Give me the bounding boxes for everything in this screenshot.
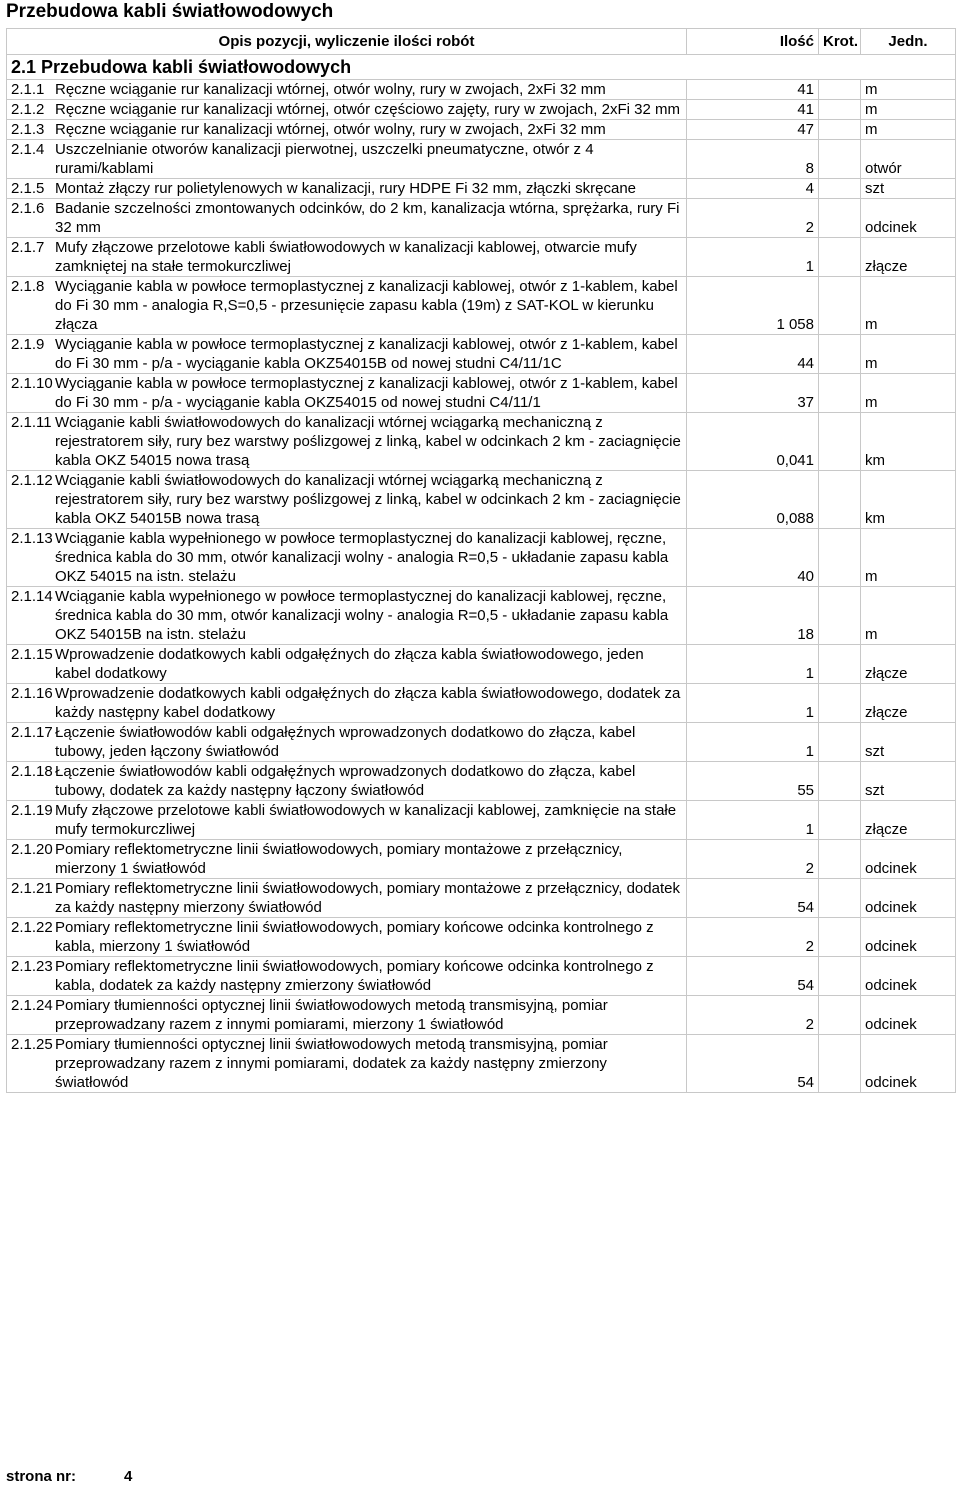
item-unit: złącze bbox=[861, 801, 956, 840]
table-row bbox=[7, 1035, 956, 1093]
item-unit: m bbox=[861, 277, 956, 335]
table-row bbox=[7, 140, 956, 179]
item-quantity: 2 bbox=[687, 199, 819, 238]
item-krot-spacer bbox=[819, 587, 861, 645]
item-description: Pomiary reflektometryczne linii światłowodowych, pomiary montażowe z przełącznicy, dodatek za każdy następny mierzony światłowód bbox=[55, 880, 680, 916]
item-quantity: 1 058 bbox=[687, 277, 819, 335]
item-unit: m bbox=[861, 529, 956, 587]
item-krot-spacer bbox=[819, 199, 861, 238]
item-cell bbox=[7, 684, 687, 723]
table-row bbox=[7, 199, 956, 238]
section-title: 2.1 Przebudowa kabli światłowodowych bbox=[7, 55, 956, 80]
item-number: 2.1.4 bbox=[11, 141, 45, 158]
table-row bbox=[7, 120, 956, 140]
item-number: 2.1.22 bbox=[11, 919, 53, 936]
item-number: 2.1.8 bbox=[11, 278, 45, 295]
item-cell bbox=[7, 918, 687, 957]
table-row bbox=[7, 879, 956, 918]
item-description: Wciąganie kabli światłowodowych do kanalizacji wtórnej wciągarką mechaniczną z rejestratorem siły, rury bez warstwy poślizgowej z linką, kabel w odcinkach 2 km - zaciagnięcie kabla OKZ 54015 nowa trasą bbox=[55, 414, 681, 469]
item-description: Pomiary tłumienności optycznej linii światłowodowych metodą transmisyjną, pomiar przeprowadzany razem z innymi pomiarami, mierzony 1 światłowód bbox=[55, 997, 608, 1033]
item-description: Uszczelnianie otworów kanalizacji pierwotnej, uszczelki pneumatyczne, otwór z 4 rurami/kablami bbox=[55, 141, 594, 177]
item-cell bbox=[7, 762, 687, 801]
item-number: 2.1.15 bbox=[11, 646, 53, 663]
item-description: Mufy złączowe przelotowe kabli światłowodowych w kanalizacji kablowej, otwarcie mufy zamkniętej na stałe termokurczliwej bbox=[55, 239, 637, 275]
item-quantity: 41 bbox=[687, 100, 819, 120]
item-quantity: 8 bbox=[687, 140, 819, 179]
item-unit: odcinek bbox=[861, 879, 956, 918]
item-krot-spacer bbox=[819, 100, 861, 120]
item-quantity: 1 bbox=[687, 238, 819, 277]
item-unit: otwór bbox=[861, 140, 956, 179]
table-row bbox=[7, 100, 956, 120]
item-krot-spacer bbox=[819, 335, 861, 374]
item-krot-spacer bbox=[819, 801, 861, 840]
item-quantity: 47 bbox=[687, 120, 819, 140]
item-krot-spacer bbox=[819, 277, 861, 335]
item-cell bbox=[7, 374, 687, 413]
table-row bbox=[7, 277, 956, 335]
item-number: 2.1.23 bbox=[11, 958, 53, 975]
item-krot-spacer bbox=[819, 1035, 861, 1093]
table-row bbox=[7, 80, 956, 100]
item-number: 2.1.3 bbox=[11, 121, 45, 138]
item-cell bbox=[7, 179, 687, 199]
item-cell bbox=[7, 587, 687, 645]
section-row bbox=[7, 55, 956, 80]
item-quantity: 54 bbox=[687, 879, 819, 918]
item-description: Łączenie światłowodów kabli odgałęźnych wprowadzonych dodatkowo do złącza, kabel tubowy, jeden łączony światłowód bbox=[55, 724, 636, 760]
item-cell bbox=[7, 996, 687, 1035]
item-description: Pomiary reflektometryczne linii światłowodowych, pomiary końcowe odcinka kontrolnego z kabla, dodatek za każdy następny zmierzony światłowód bbox=[55, 958, 654, 994]
item-unit: m bbox=[861, 335, 956, 374]
table-row bbox=[7, 840, 956, 879]
table-row bbox=[7, 179, 956, 199]
item-description: Pomiary reflektometryczne linii światłowodowych, pomiary końcowe odcinka kontrolnego z kabla, mierzony 1 światłowód bbox=[55, 919, 654, 955]
item-quantity: 37 bbox=[687, 374, 819, 413]
item-quantity: 0,041 bbox=[687, 413, 819, 471]
item-quantity: 18 bbox=[687, 587, 819, 645]
table-row bbox=[7, 471, 956, 529]
item-number: 2.1.5 bbox=[11, 180, 45, 197]
item-quantity: 1 bbox=[687, 723, 819, 762]
item-cell bbox=[7, 801, 687, 840]
item-number: 2.1.21 bbox=[11, 880, 53, 897]
item-quantity: 44 bbox=[687, 335, 819, 374]
item-cell bbox=[7, 840, 687, 879]
item-quantity: 4 bbox=[687, 179, 819, 199]
cost-estimate-table bbox=[6, 28, 956, 1093]
item-description: Montaż złączy rur polietylenowych w kanalizacji, rury HDPE Fi 32 mm, złączki skręcane bbox=[55, 180, 637, 197]
item-cell bbox=[7, 1035, 687, 1093]
item-krot-spacer bbox=[819, 238, 861, 277]
item-krot-spacer bbox=[819, 996, 861, 1035]
table-row bbox=[7, 684, 956, 723]
column-header-unit: Jedn. bbox=[861, 29, 956, 55]
page-footer bbox=[6, 1468, 132, 1485]
item-unit: szt bbox=[861, 762, 956, 801]
item-number: 2.1.18 bbox=[11, 763, 53, 780]
table-row bbox=[7, 957, 956, 996]
item-quantity: 40 bbox=[687, 529, 819, 587]
item-cell bbox=[7, 120, 687, 140]
item-unit: m bbox=[861, 587, 956, 645]
item-krot-spacer bbox=[819, 918, 861, 957]
item-description: Ręczne wciąganie rur kanalizacji wtórnej, otwór wolny, rury w zwojach, 2xFi 32 mm bbox=[55, 81, 606, 98]
item-cell bbox=[7, 140, 687, 179]
table-row bbox=[7, 529, 956, 587]
item-description: Wyciąganie kabla w powłoce termoplastycznej z kanalizacji kablowej, otwór z 1-kablem, kabel do Fi 30 mm - p/a - wyciąganie kabla OKZ54015B od nowej studni C4/11/1C bbox=[55, 336, 678, 372]
item-cell bbox=[7, 879, 687, 918]
item-cell bbox=[7, 645, 687, 684]
item-quantity: 1 bbox=[687, 645, 819, 684]
item-description: Pomiary reflektometryczne linii światłowodowych, pomiary montażowe z przełącznicy, mierzony 1 światłowód bbox=[55, 841, 623, 877]
item-quantity: 2 bbox=[687, 840, 819, 879]
item-unit: złącze bbox=[861, 684, 956, 723]
document-title: Przebudowa kabli światłowodowych bbox=[6, 1, 334, 22]
item-description: Ręczne wciąganie rur kanalizacji wtórnej, otwór wolny, rury w zwojach, 2xFi 32 mm bbox=[55, 121, 606, 138]
item-cell bbox=[7, 335, 687, 374]
item-unit: odcinek bbox=[861, 1035, 956, 1093]
item-number: 2.1.11 bbox=[11, 414, 52, 431]
item-description: Łączenie światłowodów kabli odgałęźnych wprowadzonych dodatkowo do złącza, kabel tubowy, dodatek za każdy następny łączony światłowód bbox=[55, 763, 636, 799]
item-unit: złącze bbox=[861, 645, 956, 684]
table-row bbox=[7, 413, 956, 471]
item-unit: odcinek bbox=[861, 957, 956, 996]
item-quantity: 2 bbox=[687, 918, 819, 957]
item-description: Pomiary tłumienności optycznej linii światłowodowych metodą transmisyjną, pomiar przeprowadzany razem z innymi pomiarami, dodatek za każdy następny zmierzony światłowód bbox=[55, 1036, 608, 1091]
item-unit: odcinek bbox=[861, 840, 956, 879]
item-quantity: 54 bbox=[687, 957, 819, 996]
item-description: Wyciąganie kabla w powłoce termoplastycznej z kanalizacji kablowej, otwór z 1-kablem, kabel do Fi 30 mm - p/a - wyciąganie kabla OKZ54015 od nowej studni C4/11/1 bbox=[55, 375, 678, 411]
item-cell bbox=[7, 471, 687, 529]
item-description: Wciąganie kabla wypełnionego w powłoce termoplastycznej do kanalizacji kablowej, ręczne, średnica kabla do 30 mm, otwór kanalizacji wolny - analogia R=0,5 - układanie zapasu kabla OKZ 54015B na istn. stelażu bbox=[55, 588, 669, 643]
item-quantity: 54 bbox=[687, 1035, 819, 1093]
item-quantity: 55 bbox=[687, 762, 819, 801]
item-description: Wyciąganie kabla w powłoce termoplastycznej z kanalizacji kablowej, otwór z 1-kablem, kabel do Fi 30 mm - analogia R,S=0,5 - przesunięcie zapasu kabla (19m) z SAT-KOL w kierunku złącza bbox=[55, 278, 678, 333]
item-quantity: 41 bbox=[687, 80, 819, 100]
column-header-krot: Krot. bbox=[819, 29, 861, 55]
item-krot-spacer bbox=[819, 413, 861, 471]
column-header-description: Opis pozycji, wyliczenie ilości robót bbox=[7, 29, 687, 55]
table-row bbox=[7, 335, 956, 374]
item-number: 2.1.6 bbox=[11, 200, 45, 217]
item-description: Wprowadzenie dodatkowych kabli odgałęźnych do złącza kabla światłowodowego, dodatek za każdy następny kabel dodatkowy bbox=[55, 685, 681, 721]
item-unit: m bbox=[861, 100, 956, 120]
item-unit: złącze bbox=[861, 238, 956, 277]
item-number: 2.1.14 bbox=[11, 588, 53, 605]
item-krot-spacer bbox=[819, 140, 861, 179]
item-number: 2.1.2 bbox=[11, 101, 45, 118]
column-header-quantity: Ilość bbox=[687, 29, 819, 55]
page-number-label: strona nr: bbox=[6, 1468, 77, 1485]
item-description: Wprowadzenie dodatkowych kabli odgałęźnych do złącza kabla światłowodowego, jeden kabel dodatkowy bbox=[55, 646, 644, 682]
item-unit: odcinek bbox=[861, 996, 956, 1035]
item-number: 2.1.1 bbox=[11, 81, 45, 98]
item-quantity: 1 bbox=[687, 801, 819, 840]
item-cell bbox=[7, 199, 687, 238]
item-krot-spacer bbox=[819, 471, 861, 529]
item-quantity: 2 bbox=[687, 996, 819, 1035]
item-unit: szt bbox=[861, 723, 956, 762]
item-unit: m bbox=[861, 80, 956, 100]
item-cell bbox=[7, 529, 687, 587]
item-krot-spacer bbox=[819, 179, 861, 199]
item-krot-spacer bbox=[819, 840, 861, 879]
item-krot-spacer bbox=[819, 529, 861, 587]
item-cell bbox=[7, 957, 687, 996]
item-krot-spacer bbox=[819, 762, 861, 801]
item-krot-spacer bbox=[819, 879, 861, 918]
item-number: 2.1.20 bbox=[11, 841, 53, 858]
item-number: 2.1.17 bbox=[11, 724, 53, 741]
item-unit: odcinek bbox=[861, 918, 956, 957]
item-krot-spacer bbox=[819, 120, 861, 140]
table-row bbox=[7, 762, 956, 801]
table-row bbox=[7, 238, 956, 277]
item-number: 2.1.7 bbox=[11, 239, 45, 256]
item-quantity: 0,088 bbox=[687, 471, 819, 529]
item-krot-spacer bbox=[819, 684, 861, 723]
item-number: 2.1.10 bbox=[11, 375, 53, 392]
item-description: Badanie szczelności zmontowanych odcinków, do 2 km, kanalizacja wtórna, sprężarka, rury Fi 32 mm bbox=[55, 200, 680, 236]
item-number: 2.1.16 bbox=[11, 685, 53, 702]
item-description: Ręczne wciąganie rur kanalizacji wtórnej, otwór częściowo zajęty, rury w zwojach, 2xFi 32 mm bbox=[55, 101, 680, 118]
item-number: 2.1.13 bbox=[11, 530, 53, 547]
item-cell bbox=[7, 723, 687, 762]
item-unit: szt bbox=[861, 179, 956, 199]
item-cell bbox=[7, 100, 687, 120]
item-number: 2.1.12 bbox=[11, 472, 53, 489]
item-cell bbox=[7, 80, 687, 100]
table-row bbox=[7, 996, 956, 1035]
table-row bbox=[7, 918, 956, 957]
table-row bbox=[7, 723, 956, 762]
item-krot-spacer bbox=[819, 723, 861, 762]
item-cell bbox=[7, 413, 687, 471]
table-header-row bbox=[7, 29, 956, 55]
item-number: 2.1.24 bbox=[11, 997, 53, 1014]
item-description: Wciąganie kabli światłowodowych do kanalizacji wtórnej wciągarką mechaniczną z rejestratorem siły, rury bez warstwy poślizgowej z linką, kabel w odcinkach 2 km - zaciagnięcie kabla OKZ 54015B nowa trasą bbox=[55, 472, 681, 527]
item-unit: km bbox=[861, 471, 956, 529]
item-unit: odcinek bbox=[861, 199, 956, 238]
item-krot-spacer bbox=[819, 957, 861, 996]
table-row bbox=[7, 587, 956, 645]
page-number: 4 bbox=[124, 1468, 133, 1485]
item-number: 2.1.25 bbox=[11, 1036, 53, 1053]
item-unit: m bbox=[861, 120, 956, 140]
item-number: 2.1.19 bbox=[11, 802, 53, 819]
item-unit: km bbox=[861, 413, 956, 471]
table-row bbox=[7, 801, 956, 840]
table-row bbox=[7, 645, 956, 684]
item-krot-spacer bbox=[819, 645, 861, 684]
item-description: Mufy złączowe przelotowe kabli światłowodowych w kanalizacji kablowej, zamknięcie na stałe mufy termokurczliwej bbox=[55, 802, 677, 838]
item-krot-spacer bbox=[819, 374, 861, 413]
item-unit: m bbox=[861, 374, 956, 413]
item-number: 2.1.9 bbox=[11, 336, 45, 353]
table-row bbox=[7, 374, 956, 413]
item-krot-spacer bbox=[819, 80, 861, 100]
item-cell bbox=[7, 238, 687, 277]
item-description: Wciąganie kabla wypełnionego w powłoce termoplastycznej do kanalizacji kablowej, ręczne, średnica kabla do 30 mm, otwór kanalizacji wolny - analogia R=0,5 - układanie zapasu kabla OKZ 54015 na istn. stelażu bbox=[55, 530, 669, 585]
item-quantity: 1 bbox=[687, 684, 819, 723]
item-cell bbox=[7, 277, 687, 335]
